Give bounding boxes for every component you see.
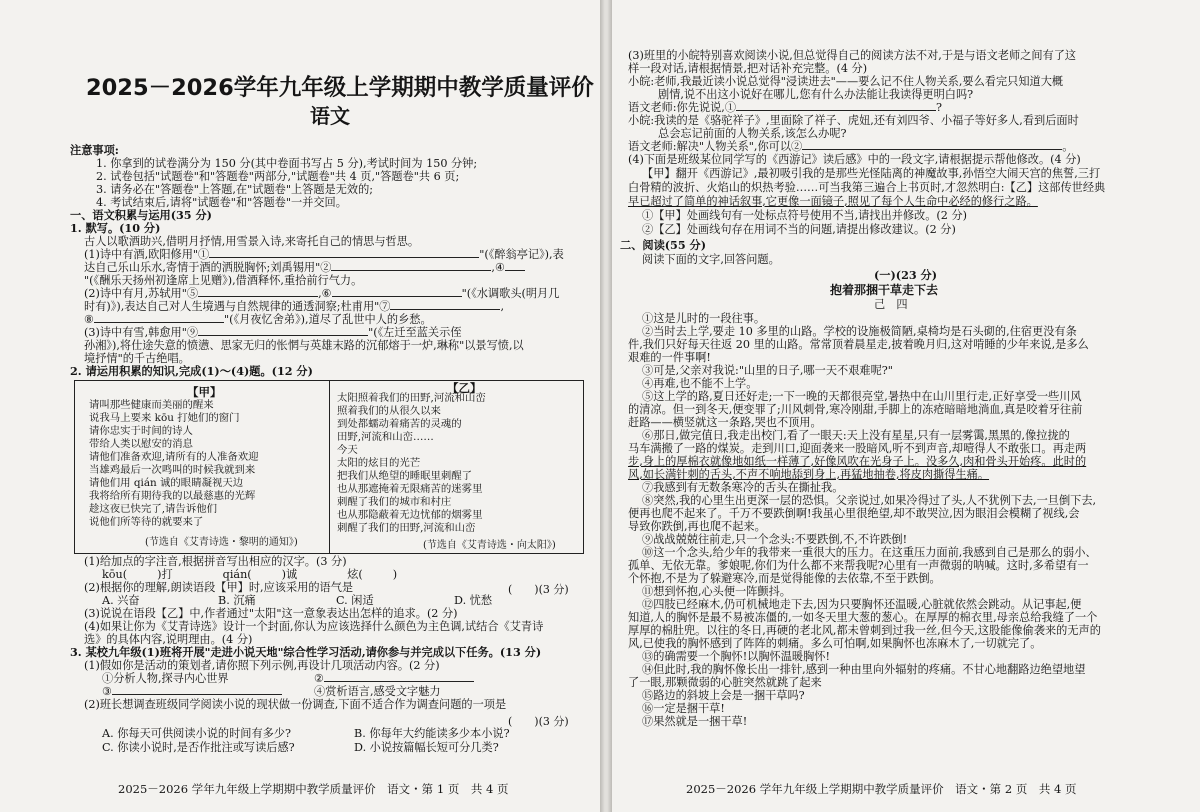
q2-2-opt-c[interactable]: C. 闲适 [336,594,374,607]
q2-2: (2)根据你的理解,朗读语段【甲】时,应该采用的语气是 [84,581,354,594]
reading-intro: 阅读下面的文字,回答问题。 [642,253,780,266]
q1-2-source-2: "(《月夜忆舍弟》),道尽了乱世中人的乡愁。 [224,313,432,326]
q1-3-line-b: 孙湘》),将仕途失意的愤懑、思家无归的怅惘与英雄末路的沉郁熔于一炉,琳称"以景写愤,以 [84,339,524,352]
poem-jia-title: 【甲】 [187,385,222,399]
q3-2-score[interactable]: ( )(3 分) [508,715,569,728]
q1-2-mark-8: ⑧ [84,313,95,326]
q3-2-line-a: (2)班长想调查班级同学阅读小说的现状做一份调查,下面不适合作为调查问题的一项是 [84,698,507,711]
q3-4-req-2: ②【乙】处画线句存在用词不当的问题,请提出修改建议。(2 分) [642,223,956,236]
q3-4: (4)下面是班级某位同学写的《西游记》读后感》中的一段文字,请根据提示帮他修改。(4 分) [628,153,1081,166]
essay-line: ③可是,父亲对我说:"山里的日子,哪一天不艰难呢?" [642,364,893,377]
q3-1-item-1: ①分析人物,探寻内心世界 [102,672,229,685]
dialogue-4-text: 语文老师:解决"人物关系",你可以② [628,140,803,153]
dialogue-2-text: 语文老师:你先说说,① [628,101,737,114]
essay-line: ⑭但此时,我的胸怀像长出一排针,感到一种由里向外辐射的疼痛。不甘心地翻路边绝望地望 [642,663,1086,676]
q3-1-item-2 [314,672,474,685]
poem-yi-line: 把我们从绝望的睡眠里刺醒了 [337,470,473,482]
q1-1-text: (1)诗中有酒,欧阳修用"① [84,248,210,261]
essay-excerpt-line-2: 白骨精的波折、火焰山的炽热考验……可当我第三遍合上书页时,才忽然明白:【乙】这部传世经典 [628,181,1106,194]
q1-3-line-c: 境抒情"的千古绝唱。 [84,352,190,365]
essay-line: 艰难的一件事啊! [628,351,711,364]
exam-subject: 语文 [310,104,350,128]
q1-intro: 古人以歌酒助兴,借明月抒情,用雪景入诗,来寄托自己的情思与哲思。 [84,235,420,248]
essay-line: 厚厚的棉肚兜。以往的冬日,再硬的老北风,都未曾刺到过我一丝,但今天,这股能像偷袭来的无声的 [628,624,1101,637]
q1-3-source: "(《左迁至蓝关示侄 [368,326,462,339]
poem-yi-line: 太阳的炫目的光芒 [337,457,421,469]
q1-2-source: "(《水调歌头(明月几 [461,287,560,300]
essay-line: 风,如长满针刺的舌头,不声不响地舔到身上,再猛地抽卷,将皮肉撕得生痛。 [628,468,990,481]
q3-4-req-1: ①【甲】处画线句有一处标点符号使用不当,请找出并修改。(2 分) [642,209,968,222]
essay-line: ⑰果然就是一捆干草! [642,715,748,728]
q3-3-line-a: (3)班里的小皖特别喜欢阅读小说,但总觉得自己的阅读方法不对,于是与语文老师之间有了这 [628,49,1077,62]
answer-blank-9[interactable] [198,335,368,336]
answer-blank-2[interactable] [331,270,491,271]
paren-close: ) [392,568,398,581]
essay-line: 马车满搬了一路的煤炭。走到川口,迎面袭来一股暗风,听不到声音,却噎得人不敢张口。再走两 [628,442,1087,455]
page-1-footer: 2025－2026 学年九年级上学期期中教学质量评价 语文・第 1 页 共 4 页 [118,782,509,796]
essay-line: ⑬的确需要一个胸怀!以胸怀温暖胸怀! [642,650,830,663]
char-xuan: 炫( [347,568,363,581]
q1-1-mark-4: ,④ [491,261,506,274]
exam-title: 2025－2026学年九年级上学期期中教学质量评价 [86,75,594,101]
q2-3: (3)说说在语段【乙】中,作者通过"太阳"这一意象表达出怎样的追求。(2 分) [84,607,458,620]
char-da: )打 [157,568,173,581]
q1-2-line-c [84,313,432,326]
essay-excerpt-line-3: 早已超过了简单的神话叙事,它更像一面镜子,照见了每个人生命中必经的修行之路。 [628,195,1038,208]
q3-1-item-3 [102,685,282,698]
poem-jia-line: 说他们所等待的就要来了 [89,516,204,528]
q2-1-pinyin-row [102,568,397,581]
poem-yi-line: 刺醒了我们的田野,河流和山峦 [337,522,476,534]
q1-3-text: (3)诗中有雪,韩愈用"⑨ [84,326,199,339]
page-2 [612,0,1200,812]
essay-line: 件,我们只好每天往返 20 里的山路。常常顶着晨星走,披着晚月归,这对啃睡的少年来说,是多么 [628,338,1089,351]
answer-blank-6[interactable] [332,296,462,297]
q3-2-opt-d[interactable]: D. 小说按篇幅长短可分几类? [354,741,499,754]
poem-yi-line: 到处都蠕动着痛苦的灵魂的 [337,418,462,430]
essay-line: 赶路——横竖就这一条路,哭也不顶用。 [628,416,822,429]
q1-2-text-2: 时有)》),表达自己对人生境遇与自然规律的通透洞察;杜甫用"⑦ [84,300,391,313]
essay-line: ①这是儿时的一段往事。 [642,312,766,325]
poem-yi-line: 也从那隐蔽着无边忧郁的烟雾里 [337,509,483,521]
poem-yi-line: 太阳照着我们的田野,河流和山峦 [337,392,486,404]
essay-line: ⑮路边的斜坡上会是一捆干草吗? [642,689,805,702]
q1-3-line-a [84,326,461,339]
essay-line: 风,已使我的胸怀感到了阵阵的刺痛。多么可怕啊,如果胸怀也冻麻木了,一切就完了。 [628,637,1042,650]
q3-1-item-3-mark: ③ [102,685,113,698]
part-2-heading: 二、阅读(55 分) [620,238,706,252]
answer-blank-dialogue-2[interactable] [802,149,1062,150]
answer-blank-1[interactable] [209,257,479,258]
essay-excerpt-line-1: 【甲】翻开《西游记》,最初吸引我的是那些光怪陆离的神魔故事,孙悟空大闹天宫的焦誓,三打 [642,167,1101,180]
essay-line: 导致你跌倒,再也爬不起来。 [628,520,766,533]
q1-1-line-c: "(《酬乐天扬州初逢席上见赠》),借酒释怀,重拾前行气力。 [84,274,363,287]
essay-line: ⑩这一个念头,给少年的我带来一重很大的压力。在这重压力面前,我感到自己是那么的弱小、 [642,546,1097,559]
poem-yi-source: (节选自《艾青诗选・向太阳》) [423,540,556,551]
q1-1-source: "(《醉翁亭记》),表 [479,248,564,261]
q3-2-opt-c[interactable]: C. 你读小说时,是否作批注或写读后感? [102,741,295,754]
q1-1-line-b [84,261,525,274]
essay-line: ⑪想到怀抱,心头便一阵颤抖。 [642,585,791,598]
poem-yi-title: 【乙】 [447,381,482,395]
essay-line: 孤单、无依无靠。爹娘呢,你们为什么都不来帮我呢?心里有一声微弱的呐喊。这时,多希望有一 [628,559,1089,572]
dialogue-1b: 剧情,说不出这小说好在哪儿,您有什么办法能让我读得更明白吗? [658,88,974,101]
q2-heading: 2. 请运用积累的知识,完成(1)～(4)题。(12 分) [70,364,313,378]
essay-line: 便再也爬不起来了。千万不要跌倒啊!我虽心里很绝望,却不敢哭泣,因为眼泪会模糊了视线,会 [628,507,1080,520]
notice-item-2: 2. 试卷包括"试题卷"和"答题卷"两部分,"试题卷"共 4 页,"答题卷"共 6 页; [96,170,460,183]
dialogue-3a: 小皖:我读的是《骆驼祥子》,里面除了祥子、虎妞,还有刘四爷、小福子等好多人,看到后面时 [628,114,1079,127]
poem-yi-line: 照着我们的从很久以来 [337,405,441,417]
q1-2-text: (2)诗中有月,苏轼用"⑤ [84,287,199,300]
dialogue-3b: 总会忘记前面的人物关系,该怎么办呢? [658,127,847,140]
answer-blank-dialogue-1[interactable] [736,110,936,111]
poem-jia-line: 请他们准备欢迎,请所有的人准备欢迎 [89,451,259,463]
poem-yi-line: 也从那遮掩着无限痛苦的迷雾里 [337,483,483,495]
essay-title: 抱着那捆干草走下去 [830,283,939,297]
poem-jia-line: 请他们用 qián 诚的眼睛凝视天边 [89,477,244,489]
q2-2-score[interactable]: ( )(3 分) [508,583,569,596]
poem-jia-line: 我将给所有期待我的以最慈惠的光辉 [89,490,256,502]
q2-2-opt-a[interactable]: A. 兴奋 [102,594,140,607]
dialogue-4-end: 。 [1062,140,1074,153]
poem-yi-line: 今天 [337,444,358,456]
essay-author: 己 四 [874,298,908,311]
q1-2-line-b [84,300,504,313]
dialogue-4 [628,140,1073,153]
q3-2-opt-b[interactable]: B. 你每年大约能读多少本小说? [354,727,510,740]
essay-line: ⑯一定是捆干草! [642,702,725,715]
q1-2-comma: , [500,300,505,313]
notice-item-4: 4. 考试结束后,请将"试题卷"和"答题卷"一并交回。 [96,196,347,209]
essay-line: ⑧突然,我的心里生出更深一层的恐惧。父亲说过,如果冷得过了头,人不犹例下去,一旦倒下去, [642,494,1097,507]
q1-1-line-a [84,248,564,261]
dialogue-2 [628,101,942,114]
answer-blank-4[interactable] [505,270,525,271]
poem-jia-line: 说我马上要来 kōu 打她们的窗门 [89,412,240,424]
essay-line: ⑨战战兢兢往前走,只一个念头:不要跌倒,不,不许跌倒! [642,533,908,546]
q2-4-line-b: 选》的具体内容,说明理由。(4 分) [84,633,253,646]
essay-line: ⑫四肢已经麻木,仍可机械地走下去,因为只要胸怀还温暖,心脏就依然会跳动。从记事起,便 [642,598,1082,611]
poem-jia-source: (节选自《艾青诗选・黎明的通知》) [145,537,298,548]
essay-line: 的清凉。但一到冬天,便变罪了;川风刺骨,寒冷刚甜,手脚上的冻疮暗暗地淌血,真是咬着牙往前 [628,403,1083,416]
char-cheng: )诚 [281,568,298,581]
essay-line: ④再难,也不能不上学。 [642,377,758,390]
notice-heading: 注意事项: [70,143,119,157]
q2-2-opt-d[interactable]: D. 忧愁 [454,594,493,607]
q3-1: (1)假如你是活动的策划者,请你照下列示例,再设计几项活动内容。(2 分) [84,659,440,672]
dialogue-1a: 小皖:老师,我最近读小说总觉得"浸读进去"——要么记不住人物关系,要么看完只知道大概 [628,75,1064,88]
dialogue-2-end: ? [936,101,943,114]
essay-line: 步,身上的厚棉衣就像地如纸一样薄了,好像风吹在光身子上。没多久,肉和骨头开始疼。此时的 [628,455,1087,468]
essay-line: 知道,人的胸怀是最不易被冻僵的,一如冬天里大葱的葱心。在厚厚的棉衣里,母亲总给我缝了一个 [628,611,1098,624]
q3-1-item-2-mark: ② [314,672,325,685]
poem-yi-line: 田野,河流和山峦…… [337,431,434,443]
q3-3-line-b: 样一段对话,请根据情景,把对话补充完整。(4 分) [628,62,868,75]
q3-heading: 3. 某校九年级(1)班将开展"走进小说天地"综合性学习活动,请你参与并完成以下任务。(13 分) [70,645,542,659]
poem-jia-line: 当雄鸡最后一次鸣叫的时候我就到来 [89,464,256,476]
q3-2-opt-a[interactable]: A. 你每天可供阅读小说的时间有多少? [102,727,292,740]
essay-line: ②当时去上学,要走 10 多里的山路。学校的设施极简陋,桌椅均是石头砌的,住宿更没有条 [642,325,1077,338]
q3-1-item-4: ④赏析语言,感受文字魅力 [314,685,441,698]
poem-jia-line: 请叫那些健康而美丽的醒来 [89,399,214,411]
answer-blank-7[interactable] [390,309,500,310]
answer-blank-q3-3[interactable] [112,694,282,695]
essay-line: 了一眼,那颗微弱的心脏突然就跳了起来 [628,676,822,689]
q1-2-line-a [84,287,559,300]
poem-jia-line: 趁这夜已快完了,请告诉他们 [89,503,217,515]
q1-heading: 1. 默写。(10 分) [70,221,161,235]
poem-box-divider [329,381,330,553]
essay-line: ⑥那日,做完值日,我走出校门,看了一眼天:天上没有星星,只有一层雾霭,黑黑的,像拉拢的 [642,429,1070,442]
essay-line: 个怀抱,不是为了躲避寒冷,而是觉得能像的去依靠,不至于跌倒。 [628,572,941,585]
q2-4-line-a: (4)如果让你为《艾青诗选》设计一个封面,你认为应该选择什么颜色为主色调,试结合《艾青诗 [84,620,544,633]
q2-2-opt-b[interactable]: B. 沉痛 [218,594,256,607]
essay-line: ⑦我感到有无数条寒冷的舌头在撕扯我。 [642,481,844,494]
answer-blank-8[interactable] [94,322,224,323]
reading-section-tag: (一)(23 分) [874,268,938,282]
q1-1-text-2: 达自己乐山乐水,寄情于酒的洒脱胸怀;刘禹锡用"② [84,261,332,274]
q2-1: (1)给加点的字注音,根据拼音写出相应的汉字。(3 分) [84,555,347,568]
answer-blank-5[interactable] [198,296,318,297]
page-gutter [600,0,612,812]
answer-blank-q3-2[interactable] [324,681,474,682]
q1-2-mark-6: ,⑥ [318,287,332,300]
part-1-heading: 一、语文积累与运用(35 分) [70,208,212,222]
page-2-footer: 2025－2026 学年九年级上学期期中教学质量评价 语文・第 2 页 共 4 页 [686,782,1077,796]
poem-jia-line: 请你忠实于时间的诗人 [89,425,193,437]
notice-item-3: 3. 请务必在"答题卷"上答题,在"试题卷"上答题是无效的; [96,183,374,196]
notice-item-1: 1. 你拿到的试卷满分为 150 分(其中卷面书写占 5 分),考试时间为 150 分钟; [96,157,478,170]
poem-jia-line: 带给人类以慰安的消息 [89,438,193,450]
pinyin-qian: qián( [222,568,252,581]
pinyin-kou: kōu( [102,568,128,581]
essay-line: ⑤这上学的路,夏日还好走;一下一晚的天都很亮堂,暑热中在山川里行走,正好享受一些川风 [642,390,1082,403]
poem-yi-line: 刺醒了我们的城市和村庄 [337,496,452,508]
poem-box [74,380,584,554]
